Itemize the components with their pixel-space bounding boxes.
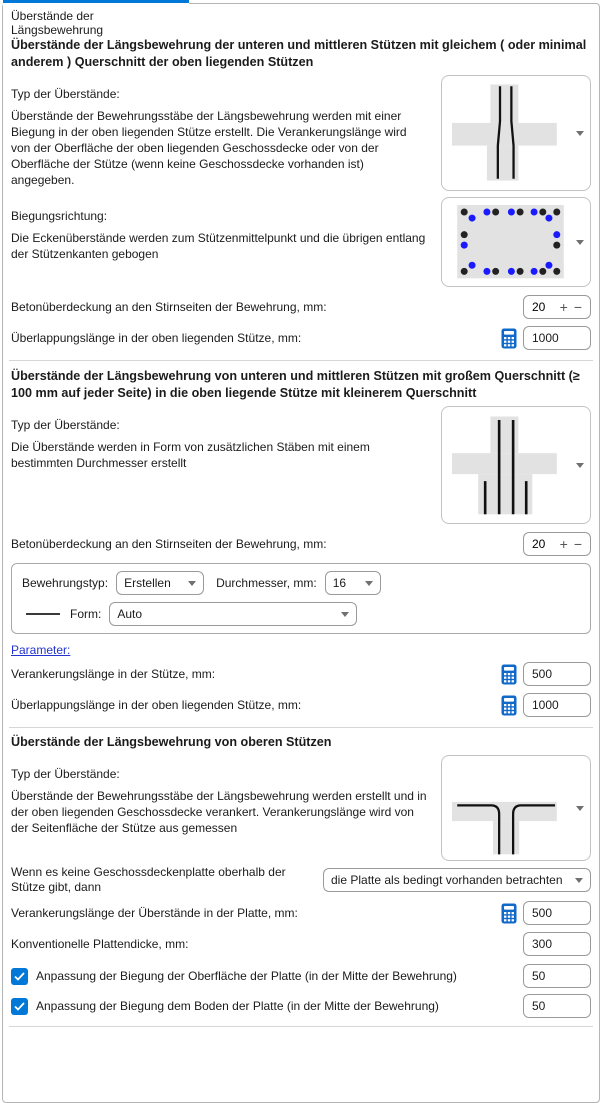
check-bottom-label: Anpassung der Biegung dem Boden der Platte (in der Mitte der Bewehrung) <box>36 999 439 1013</box>
anchor-plate-label: Verankerungslänge der Überstände in der Platte, mm: <box>11 906 298 920</box>
section-divider <box>9 1026 593 1027</box>
settings-panel <box>2 3 600 1103</box>
section-divider <box>9 360 593 361</box>
chevron-down-icon <box>576 240 584 245</box>
calculator-icon[interactable] <box>501 664 517 685</box>
no-slab-value: die Platte als bedingt vorhanden betrachten <box>331 873 563 887</box>
chevron-down-icon <box>341 612 349 617</box>
calculator-icon[interactable] <box>501 328 517 349</box>
check-bottom-input[interactable] <box>523 994 591 1018</box>
cover-label-2: Betonüberdeckung an den Stirnseiten der Bewehrung, mm: <box>11 537 327 551</box>
bend-dir-desc: Die Eckenüberstände werden zum Stützenmittelpunkt und die übrigen entlang der Stützenkanten gebogen <box>11 231 426 261</box>
typ-desc-2: Die Überstände werden in Form von zusätzlichen Stäben mit einem bestimmten Durchmesser erstellt <box>11 440 370 470</box>
plate-thickness-input[interactable] <box>523 932 591 956</box>
form-value: Auto <box>117 607 143 621</box>
cover-row-1 <box>11 295 591 319</box>
overhang-type-text-1 <box>11 75 441 188</box>
overhang-type-select-2[interactable] <box>441 406 591 524</box>
diameter-value: 16 <box>332 576 347 590</box>
chevron-down-icon <box>365 581 373 586</box>
diameter-select[interactable] <box>325 571 381 595</box>
overhang-type-select-3[interactable] <box>441 755 591 861</box>
rebar-layout-preview-icon <box>445 198 576 285</box>
calculator-icon[interactable] <box>501 695 517 716</box>
lap-label-1: Überlappungslänge in der oben liegenden Stütze, mm: <box>11 331 302 345</box>
bar-shape-sample-icon <box>26 613 60 615</box>
section3-heading: Überstände der Längsbewehrung von oberen Stützen <box>11 735 332 749</box>
rebar-type-value: Erstellen <box>124 576 171 590</box>
cover-spinner-2 <box>523 532 591 556</box>
bend-dir-label: Biegungsrichtung: <box>11 209 108 223</box>
increment-button[interactable]: + <box>559 536 568 552</box>
decrement-button[interactable]: − <box>573 299 582 315</box>
no-slab-label: Wenn es keine Geschossdeckenplatte oberhalb der Stütze gibt, dann <box>11 865 286 894</box>
chevron-down-icon <box>576 806 584 811</box>
cover-input-2[interactable] <box>529 537 557 551</box>
typ-label-1: Typ der Überstände: <box>11 87 120 101</box>
anchor-label: Verankerungslänge in der Stütze, mm: <box>11 667 216 681</box>
bend-direction-row <box>11 197 591 287</box>
cover-spinner-1 <box>523 295 591 319</box>
bend-direction-text <box>11 197 441 262</box>
anchor-plate-input[interactable] <box>523 901 591 925</box>
checkmark-icon <box>14 972 25 981</box>
check-bottom-checkbox[interactable] <box>11 998 28 1015</box>
no-slab-row <box>11 865 591 895</box>
diameter-label: Durchmesser, mm: <box>216 576 317 590</box>
no-slab-select[interactable] <box>323 868 591 892</box>
overhang-type-text-3 <box>11 755 441 836</box>
slab-anchored-bars-preview-icon <box>445 760 576 856</box>
additional-bars-preview-icon <box>445 413 576 518</box>
anchor-row <box>11 662 591 686</box>
form-label: Form: <box>70 607 102 621</box>
calculator-icon[interactable] <box>501 903 517 924</box>
overhang-type-row-2 <box>11 406 591 524</box>
checkmark-icon <box>14 1002 25 1011</box>
rebar-form-row <box>22 602 580 626</box>
overhang-type-text-2 <box>11 406 441 471</box>
chevron-down-icon <box>188 581 196 586</box>
check-top-input[interactable] <box>523 964 591 988</box>
chevron-down-icon <box>575 878 583 883</box>
lap-input-1[interactable] <box>523 326 591 350</box>
lap-label-2: Überlappungslänge in der oben liegenden Stütze, mm: <box>11 698 302 712</box>
lap-input-2[interactable] <box>523 693 591 717</box>
chevron-down-icon <box>576 131 584 136</box>
check-top-row <box>11 964 591 988</box>
typ-desc-3: Überstände der Bewehrungsstäbe der Längsbewehrung werden erstellt und in der oben liegenden Geschossdecke verankert. Verankerungslänge wird von der Seitenfläche der Stütze aus gemessen <box>11 789 427 835</box>
overhang-type-row-3 <box>11 755 591 861</box>
plate-thickness-row <box>11 932 591 956</box>
rebar-type-row <box>22 571 580 595</box>
parameter-link[interactable]: Parameter: <box>11 643 71 657</box>
anchor-plate-row <box>11 901 591 925</box>
cover-label-1: Betonüberdeckung an den Stirnseiten der Bewehrung, mm: <box>11 300 327 314</box>
section2-heading: Überstände der Längsbewehrung von unteren und mittleren Stützen mit großem Querschnitt (≥ 100 mm auf jeder Seite) in die oben liegende Stütze mit kleinerem Querschnitt <box>11 369 580 400</box>
bent-bars-preview-icon <box>445 81 576 184</box>
form-select[interactable] <box>109 602 357 626</box>
check-bottom-row <box>11 994 591 1018</box>
typ-desc-1: Überstände der Bewehrungsstäbe der Längsbewehrung werden mit einer Biegung in der oben liegenden Stütze erstellt. Die Verankerungslänge wird von der Oberfläche der oben liegenden Geschossdecke oder von der Oberfläche der Stütze (wenn keine Geschossdecke vorhanden ist) angegeben. <box>11 109 407 187</box>
increment-button[interactable]: + <box>559 299 568 315</box>
rebar-type-label: Bewehrungstyp: <box>22 576 109 590</box>
check-top-label: Anpassung der Biegung der Oberfläche der Platte (in der Mitte der Bewehrung) <box>36 969 457 983</box>
tab-laengsbewehrung-ueberstaende[interactable] <box>3 0 189 37</box>
rebar-settings-group <box>11 563 591 634</box>
bend-direction-select[interactable] <box>441 197 591 287</box>
check-top-checkbox[interactable] <box>11 968 28 985</box>
overhang-type-row-1 <box>11 75 591 191</box>
decrement-button[interactable]: − <box>573 536 582 552</box>
plate-thickness-label: Konventionelle Plattendicke, mm: <box>11 937 189 951</box>
typ-label-3: Typ der Überstände: <box>11 767 120 781</box>
tab-label: Überstände der Längsbewehrung <box>11 9 104 37</box>
chevron-down-icon <box>576 463 584 468</box>
lap-row-1 <box>11 326 591 350</box>
section-divider <box>9 727 593 728</box>
lap-row-2 <box>11 693 591 717</box>
typ-label-2: Typ der Überstände: <box>11 418 120 432</box>
overhang-type-select-1[interactable] <box>441 75 591 191</box>
section1-heading: Überstände der Längsbewehrung der unteren und mittleren Stützen mit gleichem ( oder minimal anderem ) Querschnitt der oben liegenden Stützen <box>11 38 587 69</box>
anchor-input[interactable] <box>523 662 591 686</box>
rebar-type-select[interactable] <box>116 571 204 595</box>
cover-input-1[interactable] <box>529 300 557 314</box>
cover-row-2 <box>11 532 591 556</box>
